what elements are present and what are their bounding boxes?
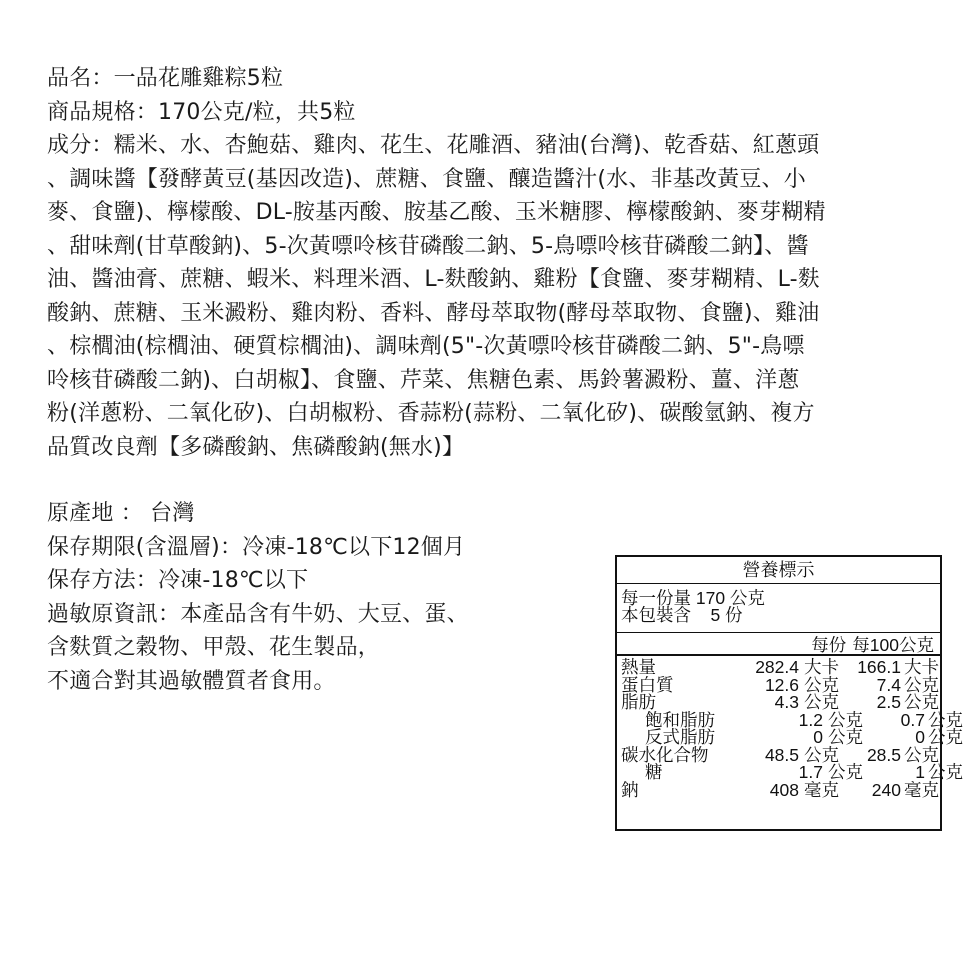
ingredients-line: 粉(洋蔥粉、二氧化矽)、白胡椒粉、香蒜粉(蒜粉、二氧化矽)、碳酸氫鈉、複方 (47, 401, 815, 426)
per-serving-unit: 毫克 (804, 779, 839, 800)
per-serving-unit: 公克 (804, 674, 839, 695)
origin: 原產地 ： 台灣 (47, 501, 195, 526)
ingredients-line: 品質改良劑【多磷酸鈉、焦磷酸鈉(無水)】 (47, 434, 465, 460)
ingredients-line: 、棕櫚油(棕櫚油、硬質棕櫚油)、調味劑(5"-次黃嘌呤核苷磷酸二鈉、5"-鳥嘌 (47, 334, 805, 359)
per-100g-value: 166.1 (857, 657, 901, 677)
per-100g-value: 0 (915, 727, 925, 747)
spacer (47, 464, 947, 497)
per-100g-value: 7.4 (876, 674, 901, 695)
product-spec: 商品規格：170公克/粒，共5粒 (47, 99, 356, 125)
per-100g-value: 2.5 (876, 692, 901, 712)
per-100g-value: 0.7 (900, 709, 925, 730)
per-100g-unit: 公克 (928, 727, 963, 747)
col-per-serving: 每份 (811, 635, 847, 655)
per-100g-value: 28.5 (866, 744, 901, 765)
per-serving-value: 4.3 (774, 692, 799, 712)
servings-per-pack: 本包裝含 5 份 (621, 605, 743, 625)
storage-method: 保存方法：冷凍-18℃以下 (47, 568, 309, 593)
per-100g-unit: 公克 (904, 674, 939, 695)
nutrient-row (621, 762, 963, 782)
nutrient-label: 蛋白質 (621, 674, 674, 695)
per-serving-value: 0 (813, 727, 823, 747)
nutrient-label: 飽和脂肪 (645, 709, 715, 730)
per-serving-unit: 公克 (828, 709, 863, 730)
per-100g-value: 1 (915, 762, 925, 782)
per-serving-value: 48.5 (764, 744, 799, 765)
allergen-line: 過敏原資訊：本產品含有牛奶、大豆、蛋、 (47, 601, 469, 627)
serving-info (617, 584, 940, 633)
ingredients (47, 129, 947, 464)
nutrient-rows (617, 656, 963, 800)
product-name: 品名：一品花雕雞粽5粒 (47, 66, 284, 91)
per-serving-value: 408 (769, 779, 799, 800)
nutrient-row (621, 727, 963, 747)
per-serving-unit: 公克 (804, 744, 839, 765)
nutrition-title: 營養標示 (617, 557, 940, 584)
nutrient-label: 糖 (645, 762, 663, 782)
nutrient-label: 脂肪 (621, 692, 656, 712)
per-serving-unit: 大卡 (804, 657, 839, 677)
ingredients-line: 油、醬油膏、蔗糖、蝦米、料理米酒、L-麩酸鈉、雞粉【食鹽、麥芽糊精、L-麩 (47, 267, 821, 292)
per-serving-unit: 公克 (828, 762, 863, 782)
ingredients-line: 酸鈉、蔗糖、玉米澱粉、雞肉粉、香料、酵母萃取物(酵母萃取物、食鹽)、雞油 (47, 300, 820, 326)
nutrient-label: 碳水化合物 (621, 744, 709, 765)
nutrition-column-header (617, 633, 940, 656)
nutrition-facts-table (615, 555, 963, 831)
serving-size: 每一份量 170 公克 (621, 588, 765, 608)
per-100g-value: 240 (871, 779, 901, 800)
nutrient-label: 反式脂肪 (645, 727, 715, 747)
per-100g-unit: 公克 (928, 762, 963, 782)
ingredients-line: 、調味醬【發酵黃豆(基因改造)、蔗糖、食鹽、釀造醬汁(水、非基改黃豆、小 (47, 166, 806, 192)
per-serving-value: 282.4 (755, 657, 799, 677)
ingredients-line: 成分：糯米、水、杏鮑菇、雞肉、花生、花雕酒、豬油(台灣)、乾香菇、紅蔥頭 (47, 133, 820, 158)
per-100g-unit: 公克 (904, 744, 939, 765)
nutrient-label: 熱量 (621, 657, 656, 677)
allergen-line: 含麩質之穀物、甲殼、花生製品， (47, 635, 381, 660)
nutrient-row (621, 744, 939, 765)
nutrient-row (621, 657, 939, 677)
ingredients-line: 呤核苷磷酸二鈉)、白胡椒】、食鹽、芹菜、焦糖色素、馬鈴薯澱粉、薑、洋蔥 (47, 367, 800, 393)
per-serving-value: 1.7 (798, 762, 823, 782)
per-100g-unit: 毫克 (904, 779, 939, 800)
per-serving-unit: 公克 (804, 692, 839, 712)
ingredients-line: 、甜味劑(甘草酸鈉)、5-次黃嘌呤核苷磷酸二鈉、5-鳥嘌呤核苷磷酸二鈉】、醬 (47, 233, 809, 259)
nutrient-row (621, 779, 939, 800)
per-100g-unit: 公克 (904, 692, 939, 712)
col-per-100g: 每100公克 (852, 635, 934, 655)
per-serving-value: 1.2 (798, 709, 823, 730)
nutrient-label: 鈉 (621, 779, 639, 800)
ingredients-line: 麥、食鹽)、檸檬酸、DL-胺基丙酸、胺基乙酸、玉米糖膠、檸檬酸鈉、麥芽糊精 (47, 200, 826, 225)
per-serving-value: 12.6 (764, 674, 799, 695)
allergen-line: 不適合對其過敏體質者食用。 (47, 668, 336, 694)
per-serving-unit: 公克 (828, 727, 863, 747)
per-100g-unit: 公克 (928, 709, 963, 730)
shelf-life: 保存期限(含溫層)：冷凍-18℃以下12個月 (47, 534, 466, 560)
per-100g-unit: 大卡 (904, 657, 939, 677)
nutrient-row (621, 692, 939, 712)
